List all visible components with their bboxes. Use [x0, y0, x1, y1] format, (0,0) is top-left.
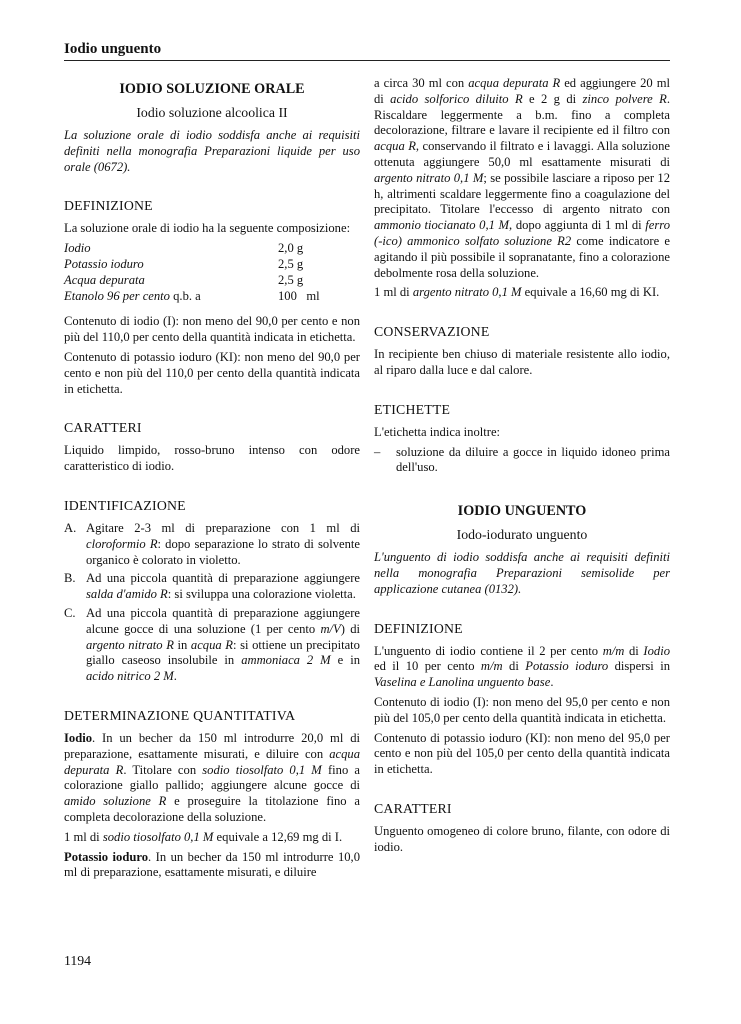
monograph-subtitle: Iodo-iodurato unguento: [456, 527, 588, 543]
assay-potassium-iodide: Potassio ioduro. In un becher da 150 ml introdurre 10,0 ml di preparazione, esattamente misurati, e diluire: [64, 849, 360, 880]
section-heading-identificazione: IDENTIFICAZIONE: [64, 497, 186, 513]
characters-text: Unguento omogeneo di colore bruno, filante, con odore di iodio.: [374, 823, 670, 854]
storage-text: In recipiente ben chiuso di materiale resistente allo iodio, al riparo dalla luce e dal calore.: [374, 347, 670, 377]
identification-list: [64, 521, 360, 685]
list-marker: A.: [64, 520, 77, 535]
section-heading-definizione: DEFINIZIONE: [64, 198, 153, 214]
header-rule: [64, 60, 670, 61]
ingredient-amount: 2,0 g: [278, 241, 304, 256]
left-column: [64, 76, 360, 885]
section-heading-conservazione: CONSERVAZIONE: [374, 324, 490, 340]
composition-row: [64, 257, 360, 273]
content-potassium-iodide: Contenuto di potassio ioduro (KI): non meno del 95,0 per cento e non più del 105,0 per cento della quantità indicata in etichetta.: [374, 730, 670, 777]
list-item-text: Ad una piccola quantità di preparazione aggiungere alcune gocce di una soluzione (1 per cento m/V) di argento nitrato R in acqua R: si ottiene un precipitato giallo caseoso insolubile in ammoniaca 2 M e in acido nitrico 2 M.: [86, 605, 360, 684]
section-heading-caratteri: CARATTERI: [374, 800, 452, 816]
labelling-text: L'etichetta indica inoltre:: [374, 424, 501, 439]
assay-iodine: Iodio. In un becher da 150 ml introdurre 20,0 ml di preparazione, esattamente misurati, e diluire con acqua depurata R. Titolare con sodio tiosolfato 0,1 M fino a colorazione giallo pallido; aggiungere alcune gocce di amido soluzione R e proseguire la titolazione fino a completa decolorazione della soluzione.: [64, 730, 360, 824]
composition-row: [64, 289, 360, 305]
characters-text: Liquido limpido, rosso-bruno intenso con odore caratteristico di iodio.: [64, 443, 360, 474]
composition-row: [64, 241, 360, 257]
running-head: Iodio unguento: [64, 41, 162, 57]
list-item: [374, 445, 670, 477]
content-iodine: Contenuto di iodio (I): non meno del 90,0 per cento e non più del 110,0 per cento della quantità indicata in etichetta.: [64, 314, 360, 345]
composition-row: [64, 273, 360, 289]
list-marker: B.: [64, 571, 76, 586]
list-item-text: Agitare 2-3 ml di preparazione con 1 ml di cloroformio R: dopo separazione lo strato di solvente organico è colorato in violetto.: [86, 520, 360, 567]
assay-ki-equivalence: 1 ml di argento nitrato 0,1 M equivale a 16,60 mg di KI.: [374, 285, 660, 300]
content-potassium-iodide: Contenuto di potassio ioduro (KI): non meno del 90,0 per cento e non più del 110,0 per cento della quantità indicata in etichetta.: [64, 349, 360, 396]
section-heading-etichette: ETICHETTE: [374, 401, 451, 417]
list-marker: –: [374, 444, 381, 459]
monograph-title: IODIO SOLUZIONE ORALE: [119, 81, 305, 97]
list-item: [64, 606, 360, 685]
section-heading-definizione: DEFINIZIONE: [374, 620, 463, 636]
ingredient-name: Potassio ioduro: [64, 256, 144, 271]
section-heading-caratteri: CARATTERI: [64, 420, 142, 436]
composition-table: [64, 241, 360, 304]
ingredient-name: Etanolo 96 per cento q.b. a: [64, 288, 201, 303]
monograph-title: IODIO UNGUENTO: [457, 503, 587, 520]
definition-text: L'unguento di iodio contiene il 2 per cento m/m di Iodio ed il 10 per cento m/m di Potassio ioduro dispersi in Vaselina e Lanolina unguento base.: [374, 643, 670, 690]
list-item-text: Ad una piccola quantità di preparazione aggiungere salda d'amido R: si sviluppa una colorazione violetta.: [86, 571, 360, 602]
monograph-intro: La soluzione orale di iodio soddisfa anche ai requisiti definiti nella monografia Preparazioni liquide per uso orale (0672).: [64, 128, 360, 174]
ingredient-name: Iodio: [64, 241, 91, 256]
list-marker: C.: [64, 605, 76, 620]
ingredient-amount: 2,5 g: [278, 272, 304, 287]
section-heading-determinazione: DETERMINAZIONE QUANTITATIVA: [64, 707, 296, 723]
page-number: 1194: [64, 953, 92, 968]
spacer: [374, 480, 670, 498]
definition-text: La soluzione orale di iodio ha la seguente composizione:: [64, 221, 351, 236]
ingredient-name: Acqua depurata: [64, 272, 145, 287]
assay-potassium-iodide-continued: a circa 30 ml con acqua depurata R ed aggiungere 20 ml di acido solforico diluito R e 2 g di zinco polvere R. Riscaldare leggermente a b.m. fino a completa decolorazione, filtrare e lavare il recipiente ed il filtro con acqua R, conservando il filtrato e i lavaggi. Alla soluzione ottenuta aggiungere 50,0 ml esattamente misurati di argento nitrato 0,1 M; se possibile lasciare a riposo per 12 h, altrimenti scaldare leggermente fino a coagulazione del precipitato. Titolare l'eccesso di argento nitrato con ammonio tiocianato 0,1 M, dopo aggiunta di 1 ml di ferro (-ico) ammonico solfato soluzione R2 come indicatore e agitando il più possibile il sopranatante, fino a colorazione debolmente rosa della soluzione.: [374, 76, 670, 280]
content-iodine: Contenuto di iodio (I): non meno del 95,0 per cento e non più del 105,0 per cento della quantità indicata in etichetta.: [374, 694, 670, 725]
monograph-subtitle: Iodio soluzione alcoolica II: [136, 105, 288, 120]
list-item: [64, 521, 360, 568]
ingredient-amount: 100 ml: [278, 288, 320, 303]
list-item: [64, 571, 360, 603]
list-item-text: soluzione da diluire a gocce in liquido idoneo prima dell'uso.: [396, 444, 670, 475]
monograph-intro: L'unguento di iodio soddisfa anche ai requisiti definiti nella monografia Preparazioni semisolide per applicazione cutanea (0132).: [374, 550, 670, 596]
right-column: [374, 76, 670, 860]
assay-iodine-equivalence: 1 ml di sodio tiosolfato 0,1 M equivale a 12,69 mg di I.: [64, 829, 343, 844]
ingredient-amount: 2,5 g: [278, 256, 304, 271]
